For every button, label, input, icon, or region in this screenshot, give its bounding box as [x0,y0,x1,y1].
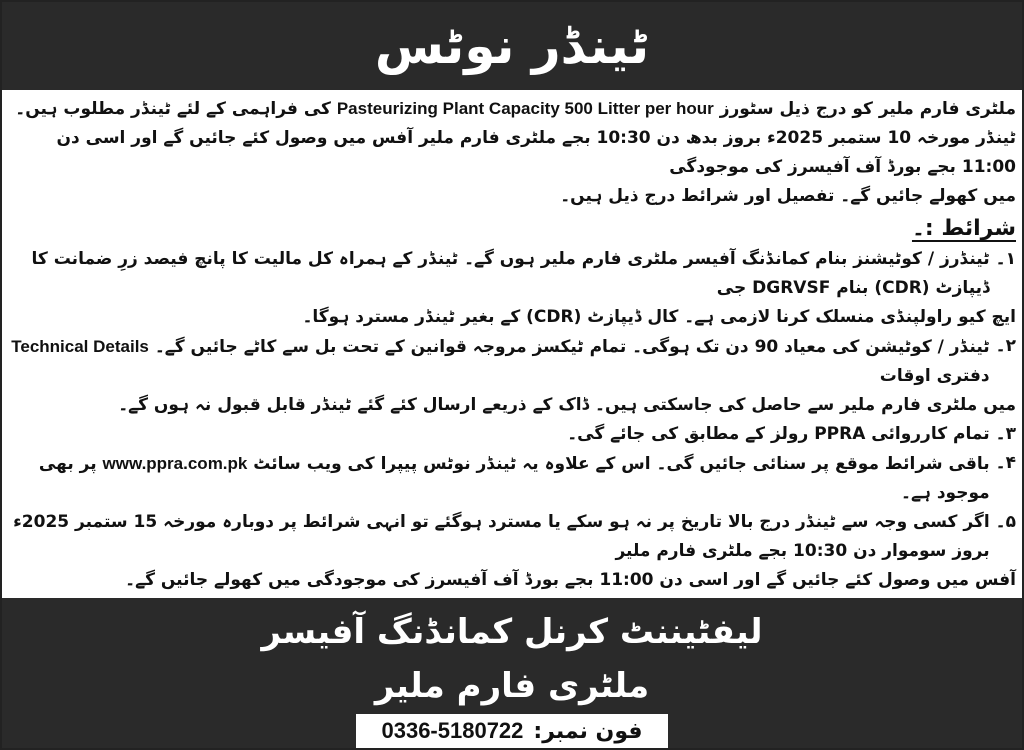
officer-designation: لیفٹیننٹ کرنل کمانڈنگ آفیسر [261,612,763,652]
condition-item-2-cont: میں ملٹری فارم ملیر سے حاصل کی جاسکتی ہیں۔ ڈاک کے ذریعے ارسال کئے گئے ٹینڈر قابل قبول نہ ہوں گے۔ [118,395,1016,415]
condition-number: ۵۔ [995,512,1016,532]
item-name-english: Pasteurizing Plant Capacity 500 Litter per hour [336,99,714,118]
phone-number[interactable]: 0336-5180722 [381,718,524,743]
condition-item-2: ۲۔ ٹینڈر / کوٹیشن کی معیاد 90 دن تک ہوگی۔ تمام ٹیکسز مروجہ قوانین کے تحت بل سے کاٹے جائیں گے۔ Technical Details دفتری اوقات [8,332,1016,391]
condition-item-5-cont: آفس میں وصول کئے جائیں گے اور اسی دن 11:00 بجے بورڈ آف آفیسرز کی موجودگی میں کھولے جائیں گے۔ [125,570,1016,590]
condition-item-1: ۱۔ ٹینڈرز / کوٹیشنز بنام کمانڈنگ آفیسر ملٹری فارم ملیر ہوں گے۔ ٹینڈر کے ہمراہ کل مالیت کا پانچ فیصد زرِ ضمانت کا ڈیپازٹ (CDR) بنام DGRVSF جی [8,245,1016,303]
condition-number: ۴۔ [995,453,1016,473]
organization-name: ملٹری فارم ملیر [374,666,650,706]
condition-item-5: ۵۔ اگر کسی وجہ سے ٹینڈر درج بالا تاریخ پر نہ ہو سکے یا مسترد ہوگئے تو انہی شرائط پر دوبارہ مورخہ 15 ستمبر 2025ء بروز سوموار دن 10:30 بجے ملٹری فارم ملیر [8,508,1016,566]
notice-title: ٹینڈر نوٹس [374,17,650,75]
notice-body [8,94,1016,594]
condition-item-3: ۳۔ تمام کارروائی PPRA رولز کے مطابق کی جائے گی۔ [8,420,1016,449]
phone-box [356,714,668,748]
condition-number: ۳۔ [995,424,1016,444]
title-banner [2,2,1022,90]
condition-number: ۲۔ [995,336,1016,356]
conditions-heading: شرائط :۔ [911,216,1016,241]
condition-number: ۱۔ [995,249,1016,269]
phone-label: فون نمبر: [533,718,643,744]
intro-line-2: ٹینڈر مورخہ 10 ستمبر 2025ء بروز بدھ دن 10:30 بجے ملٹری فارم ملیر آفس میں وصول کئے جائیں گے اور اسی دن 11:00 بجے بورڈ آف آفیسرز کی موجودگی [56,128,1016,177]
condition-item-1-cont: ایچ کیو راولپنڈی منسلک کرنا لازمی ہے۔ کال ڈیپازٹ (CDR) کے بغیر ٹینڈر مسترد ہوگا۔ [302,307,1016,327]
ppra-website-link[interactable]: www.ppra.com.pk [102,454,248,473]
intro-line-3: میں کھولے جائیں گے۔ تفصیل اور شرائط درج ذیل ہیں۔ [560,186,1016,206]
intro-line-1: ملٹری فارم ملیر کو درج ذیل سٹورز Pasteurizing Plant Capacity 500 Litter per hour کی فراہمی کے لئے ٹینڈر مطلوب ہیں۔ [15,99,1016,119]
technical-details-text: Technical Details [11,337,149,356]
condition-item-4: ۴۔ باقی شرائط موقع پر سنائی جائیں گی۔ اس کے علاوہ یہ ٹینڈر نوٹس پیپرا کی ویب سائٹ www.ppra.com.pk پر بھی موجود ہے۔ [8,449,1016,508]
